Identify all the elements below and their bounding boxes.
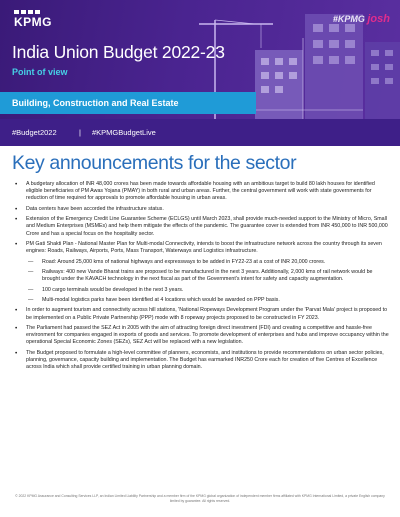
page-title: India Union Budget 2022-23 — [12, 42, 225, 62]
brand-name: KPMG — [337, 14, 365, 24]
list-item: • In order to augment tourism and connectivity across hill stations, 'National Ropeways Development Program under the 'Parvat Mala' project is proposed to be implemented on a Public Private Partnership (PPP) mode with 8 ropeway projects proposed to be constructed in FY 2023. — [12, 307, 390, 321]
hashtag-budget2022: #Budget2022 — [12, 128, 57, 137]
list-item: • The Parliament had passed the SEZ Act in 2005 with the aim of attracting foreign direct investment (FDI) and creating a competitive and hassle-free environment for companies engaged in exports of goods and services. To promote development of enterprises and hubs and improve occupancy within the operational Special Economic Zones (SEZs), SEZ Act will be replaced with a new legislation. — [12, 325, 390, 347]
list-item: • PM Gati Shakti Plan - National Master Plan for Multi-modal Connectivity, intends to boost the infrastructure network across the country through its seven engines: Roads, Railways, Airports, Ports, Mass Transport, Waterways and Logistics infrastructure. — [12, 241, 390, 255]
page-subtitle: Point of view — [12, 67, 68, 77]
sector-bar — [0, 92, 256, 114]
hashtag-kpmgbudgetlive: #KPMGBudgetLive — [92, 128, 156, 137]
copyright-footer: © 2022 KPMG Assurance and Consulting Services LLP, an Indian Limited Liability Partnership and a member firm of the KPMG global organization of independent member firms affiliated with KPMG International Limited, a private English company limited by guarantee. All rights reserved. — [15, 494, 385, 503]
section-heading: Key announcements for the sector — [12, 152, 297, 174]
list-item: • The Budget proposed to formulate a high-level committee of planners, economists, and institutions to provide recommendations on urban sector policies, planning, governance, capacity building and implementation. The Budget has earmarked INR250 Crore each for creation of five Centres of Excellence across India which shall provide certified training in urban planning domain. — [12, 350, 390, 372]
list-item: • Extension of the Emergency Credit Line Guarantee Scheme (ECLGS) until March 2023, shall provide much-needed support to the Ministry of Micro, Small and Medium Enterprises (MSMEs) and help them mitigate the effects of the pandemic. The guarantee cover is extended from INR 450,000 to INR 500,000 Crore and has a special focus on the hospitality sector. — [12, 216, 390, 238]
kpmg-logo — [14, 10, 52, 29]
sub-list-item: — Railways: 400 new Vande Bharat trains are proposed to be manufactured in the next 3 years. Additionally, 2,000 kms of rail network would be brought under the KAVACH technology in the next fiscal as part of the Government's intent for safety and capacity augmentation. — [12, 269, 390, 283]
brand-hashtag: # — [332, 14, 338, 24]
list-item: • Data centers have been accorded the infrastructure status. — [12, 206, 390, 213]
list-item: • A budgetary allocation of INR 48,000 crores has been made towards affordable housing with an ambitious target to build 80 lakh houses for identified eligible beneficiaries of PM Awas Yojana (PMAY) in both rural and urban areas. Further, the central government will work with state governments for reduction of time required for approvals to promote affordable housing in urban areas. — [12, 181, 390, 203]
kpmg-logo-mark — [14, 10, 40, 14]
hashtag-separator: | — [79, 128, 81, 137]
sector-label: Building, Construction and Real Estate — [12, 98, 179, 108]
announcement-list — [12, 181, 390, 375]
sub-list-item: — 100 cargo terminals would be developed in the next 3 years. — [12, 287, 390, 294]
header-banner — [0, 0, 400, 119]
hashtag-strip — [0, 119, 400, 146]
sub-list-item: — Road: Around 25,000 kms of national highways and expressways to be added in FY22-23 at a cost of INR 20,000 crores. — [12, 259, 390, 266]
kpmg-logo-text: KPMG — [14, 15, 52, 29]
brand-suffix: josh — [367, 13, 390, 25]
sub-list-item: — Multi-modal logistics parks have been identified at 4 locations which would be awarded on PPP basis. — [12, 297, 390, 304]
kpmg-josh-brand — [333, 13, 390, 25]
